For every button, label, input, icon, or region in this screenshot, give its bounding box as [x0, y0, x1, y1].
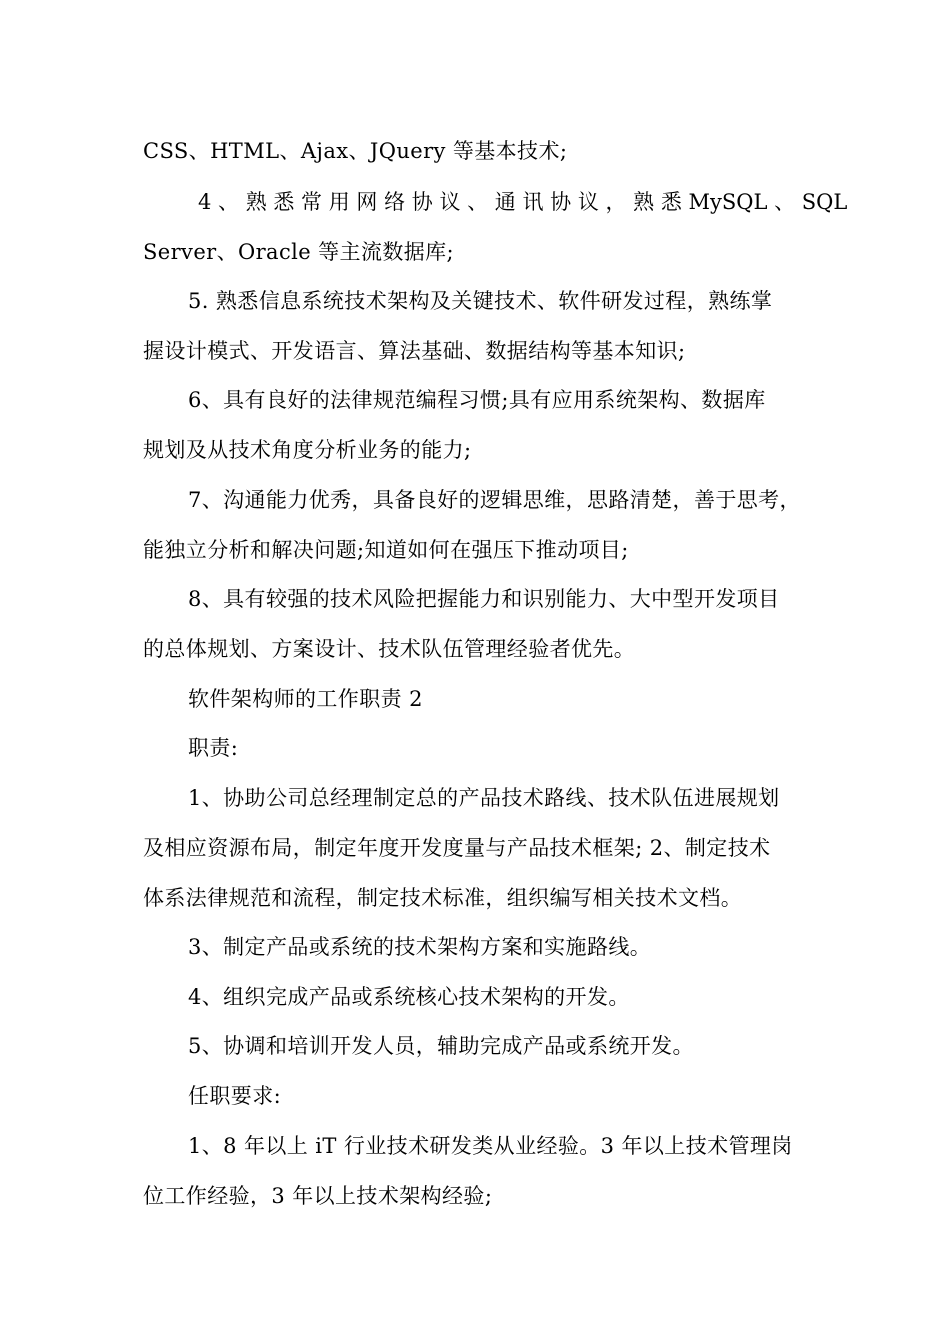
text-line: 8、具有较强的技术风险把握能力和识别能力、大中型开发项目: [188, 587, 780, 611]
text-line: 3、制定产品或系统的技术架构方案和实施路线。: [188, 935, 652, 959]
text-line: 及相应资源布局，制定年度开发度量与产品技术框架; 2、制定技术: [143, 836, 771, 860]
text-line: 1、协助公司总经理制定总的产品技术路线、技术队伍进展规划: [188, 786, 780, 810]
text-line: 6、具有良好的法律规范编程习惯;具有应用系统架构、数据库: [188, 388, 766, 412]
text-line: 规划及从技术角度分析业务的能力;: [143, 438, 472, 462]
text-line: 5、协调和培训开发人员，辅助完成产品或系统开发。: [188, 1034, 694, 1058]
text-line: CSS、HTML、Ajax、JQuery 等基本技术;: [143, 139, 568, 163]
text-line: 5. 熟悉信息系统技术架构及关键技术、软件研发过程，熟练掌: [188, 289, 773, 313]
text-line: 能独立分析和解决问题;知道如何在强压下推动项目;: [143, 538, 629, 562]
section-heading: 软件架构师的工作职责 2: [188, 687, 423, 711]
subheading: 职责:: [188, 736, 239, 760]
text-line: Server、Oracle 等主流数据库;: [143, 240, 455, 264]
text-line: 握设计模式、开发语言、算法基础、数据结构等基本知识;: [143, 339, 686, 363]
text-line: 7、沟通能力优秀，具备良好的逻辑思维，思路清楚，善于思考，: [188, 488, 801, 512]
text-line: 1、8 年以上 iT 行业技术研发类从业经验。3 年以上技术管理岗: [188, 1134, 793, 1158]
text-line: 的总体规划、方案设计、技术队伍管理经验者优先。: [143, 637, 636, 661]
text-line: 体系法律规范和流程，制定技术标准，组织编写相关技术文档。: [143, 886, 743, 910]
text-line: 4、组织完成产品或系统核心技术架构的开发。: [188, 985, 630, 1009]
text-line: 位工作经验，3 年以上技术架构经验;: [143, 1184, 493, 1208]
text-line: 4 、 熟 悉 常 用 网 络 协 议 、 通 讯 协 议 ， 熟 悉 MySQL 、 SQL: [198, 190, 848, 214]
subheading: 任职要求:: [188, 1084, 282, 1108]
